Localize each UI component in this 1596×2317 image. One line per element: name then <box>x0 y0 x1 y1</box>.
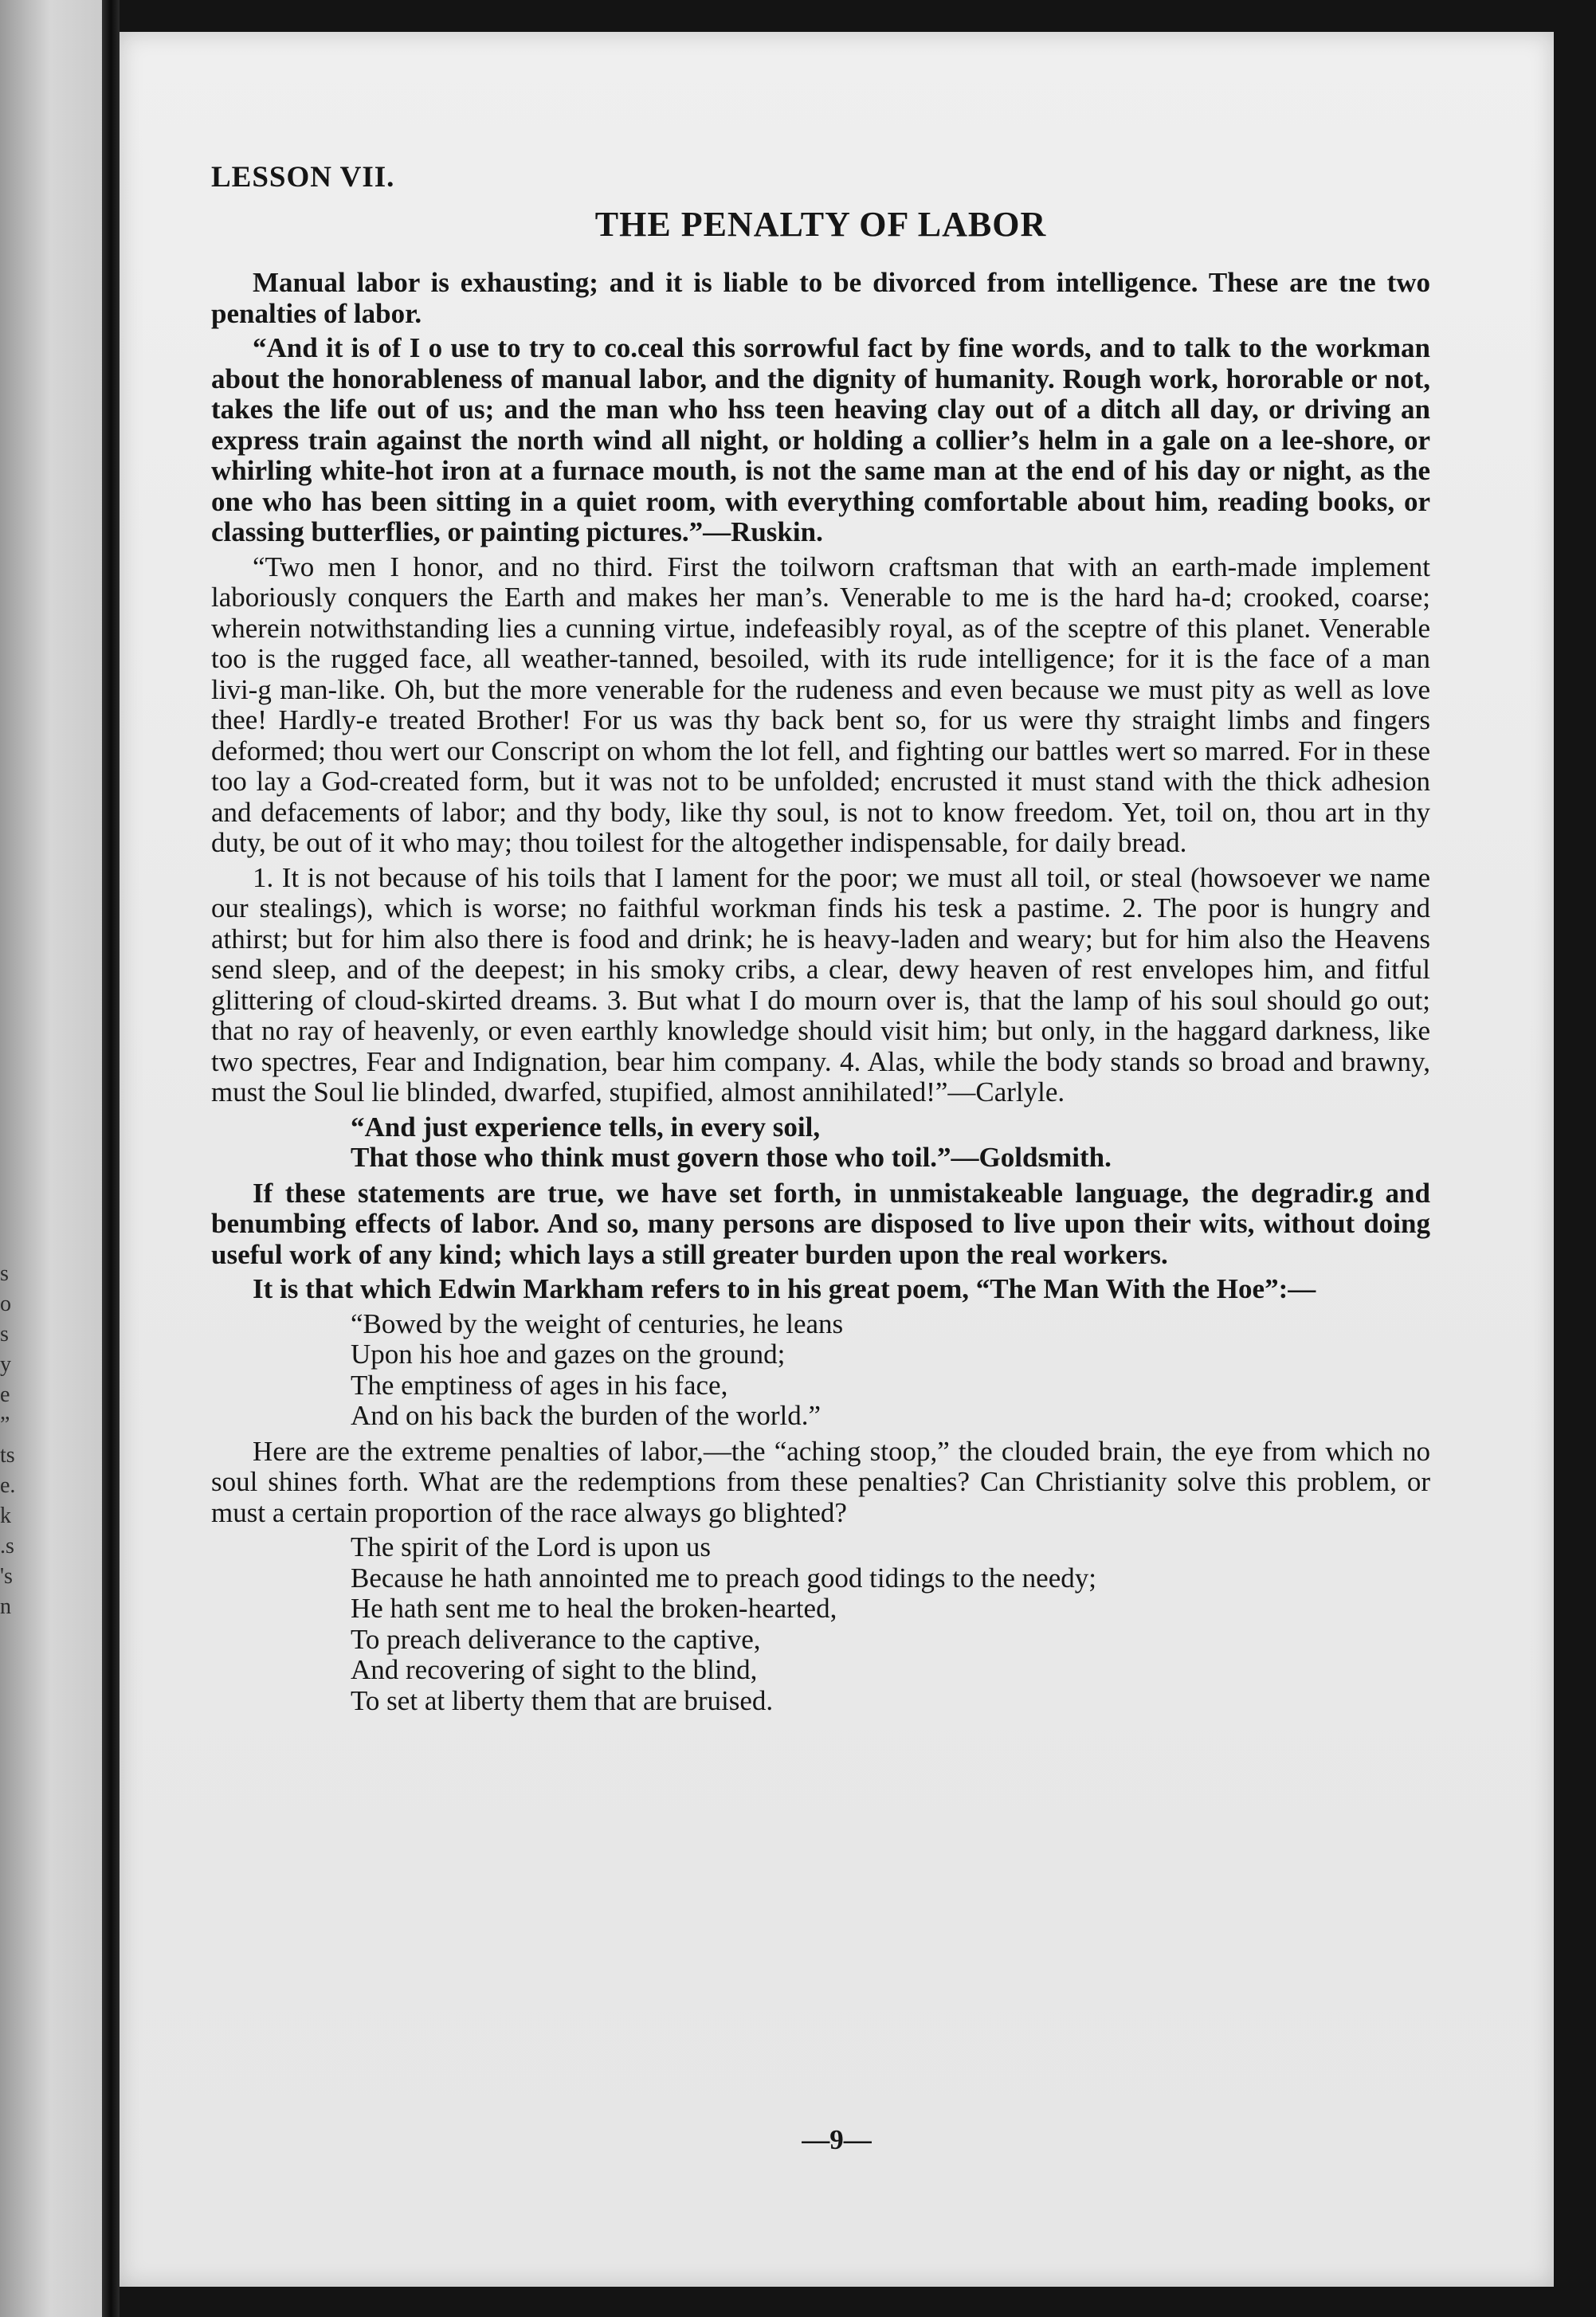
verse-line: And recovering of sight to the blind, <box>351 1654 758 1685</box>
page-number: —9— <box>802 2124 872 2155</box>
verse-line: To preach deliverance to the captive, <box>351 1623 761 1655</box>
paragraph-carlyle-quote: “Two men I honor, and no third. First the toilworn craftsman that with an earth-made implement laboriously conquers the Earth and makes her man’s. Venerable to me is the hard ha‑d; crooked, coarse; wherein notwithstanding lies a cunning virtue, indefeasibly royal, as of the sceptre of this planet. Venerable too is the rugged face, all weather-tanned, besoiled, with its rude intelligence; for it is the face of a man livi‑g man-like. Oh, but the more venerable for the rudeness and even because we must pity as well as love thee! Hardly-e treated Brother! For us was thy back bent so, for us were thy straight limbs and fingers deformed; thou wert our Conscript on whom the lot fell, and fighting our battles wert so marred. For in these too lay a God-created form, but it was not to be unfolded; encrusted it must stand with the thick adhesion and defacements of labor; and thy body, like thy soul, is not to know freedom. Yet, toil on, thou art in thy duty, be out of it who may; thou toilest for the altogether indispensable, for daily bread. <box>211 551 1430 858</box>
verse-line: Upon his hoe and gazes on the ground; <box>351 1339 786 1370</box>
paragraph-extreme-penalties: Here are the extreme penalties of labor,—the “aching stoop,” the clouded brain, the eye from which no soul shines forth. What are the redemptions from these penalties? Can Christianity solve this problem, or must a certain proportion of the race always go blighted? <box>211 1435 1430 1528</box>
verse-line: The spirit of the Lord is upon us <box>351 1531 712 1562</box>
previous-page-edge <box>0 0 112 2317</box>
paragraph-numbered-points: 1. It is not because of his toils that I lament for the poor; we must all toil, or steal (howsoever we name our stealings), which is worse; no faithful workman finds his tesk a pastime. 2. The poor is hungry and athirst; but for him also there is food and drink; he is heavy-laden and weary; but for him also the Heavens send sleep, and of the deepest; in his smoky cribs, a clear, dewy heaven of rest envelopes him, and fitful glittering of cloud-skirted dreams. 3. But what I do mourn over is, that the lamp of his soul should go out; that no ray of heavenly, or even earthly knowledge should visit him; but only, in the haggard darkness, like two spectres, Fear and Indignation, bear him company. 4. Alas, while the body stands so broad and brawny, must the Soul lie blinded, dwarfed, stupified, almost annihilated!”—Carlyle. <box>211 861 1430 1108</box>
verse-line: He hath sent me to heal the broken-hearted, <box>351 1593 837 1624</box>
page-title: THE PENALTY OF LABOR <box>594 205 1047 244</box>
verse-line: “Bowed by the weight of centuries, he leans <box>351 1307 844 1339</box>
verse-man-with-the-hoe <box>351 1309 1430 1432</box>
book-gutter <box>102 0 120 2317</box>
paragraph-ruskin-quote: “And it is of I o use to try to co.ceal this sorrowful fact by fine words, and to talk to the workman about the honorableness of manual labor, and the dignity of humanity. Rough work, hororable or not, takes the life out of us; and the man who hss teen heaving clay out of a ditch all day, or driving an express train against the north wind all night, or holding a collier’s helm in a gale on a lee-shore, or whirling white-hot iron at a furnace mouth, is not the same man at the end of his day or night, as the one who has been sitting in a quiet room, with everything comfortable about him, reading books, or classing butterflies, or painting pictures.”—Ruskin. <box>211 332 1430 547</box>
verse-line: Because he hath annointed me to preach good tidings to the needy; <box>351 1562 1096 1594</box>
verse-line: “And just experience tells, in every soil, <box>351 1111 821 1143</box>
lesson-label: LESSON VII. <box>211 161 395 194</box>
page-content <box>211 158 1430 1721</box>
verse-line: And on his back the burden of the world.” <box>351 1400 821 1431</box>
verse-line: That those who think must govern those who toil.”—Goldsmith. <box>351 1142 1112 1173</box>
verse-spirit-of-the-lord <box>351 1532 1430 1716</box>
previous-page-edge-text: s o s y e ” ts e. k .s 's n <box>0 1261 16 1619</box>
verse-goldsmith <box>351 1112 1430 1174</box>
verse-line: To set at liberty them that are bruised. <box>351 1684 774 1716</box>
paragraph-intro: Manual labor is exhausting; and it is liable to be divorced from intelligence. These are tne two penalties of labor. <box>211 267 1430 329</box>
verse-line: The emptiness of ages in his face, <box>351 1369 728 1401</box>
paragraph-markham: It is that which Edwin Markham refers to in his great poem, “The Man With the Hoe”:— <box>253 1273 1316 1304</box>
document-page <box>120 32 1554 2287</box>
paragraph-statements: If these statements are true, we have set forth, in unmistakeable language, the degradir.g and benumbing effects of labor. And so, many persons are disposed to live upon their wits, without doing useful work of any kind; which lays a still greater burden upon the real workers. <box>211 1177 1430 1270</box>
